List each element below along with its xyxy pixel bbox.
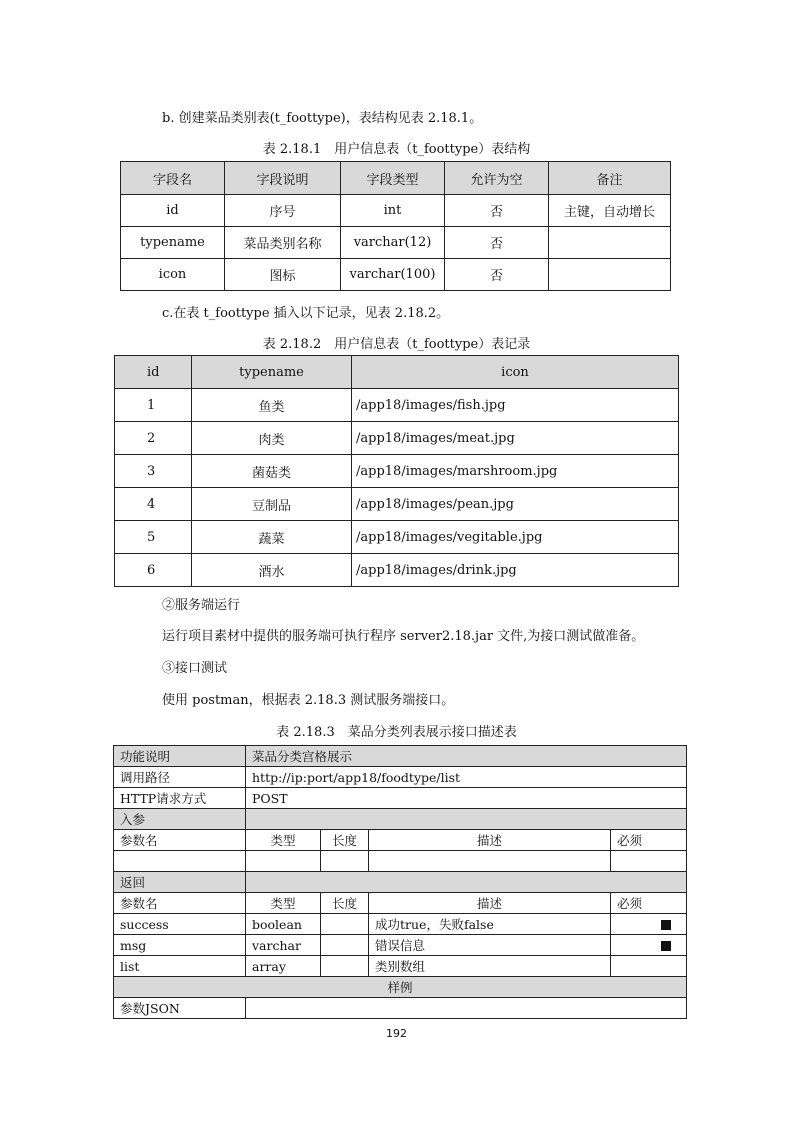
cell: 3: [115, 455, 192, 488]
page-number: 192: [386, 1027, 407, 1040]
cell: 否: [445, 259, 549, 291]
return-name: msg: [114, 935, 246, 956]
return-length: [321, 935, 369, 956]
cell: 否: [445, 195, 549, 227]
table-row: [121, 259, 671, 291]
cell: icon: [121, 259, 225, 291]
step2-text: 运行项目素材中提供的服务端可执行程序 server2.18.jar 文件,为接口测试做准备。: [162, 629, 645, 644]
table-row: [115, 455, 679, 488]
return-section-blank: [246, 872, 687, 893]
cell: /app18/images/marshroom.jpg: [352, 455, 679, 488]
cell: 鱼类: [192, 389, 352, 422]
method-row: [114, 788, 687, 809]
header-field-name: 字段名: [121, 162, 225, 195]
table2-caption: 表 2.18.2 用户信息表（t_foottype）表记录: [262, 337, 531, 352]
path-row: [114, 767, 687, 788]
table-row: [115, 488, 679, 521]
cell: 蔬菜: [192, 521, 352, 554]
cell: /app18/images/meat.jpg: [352, 422, 679, 455]
required-cell: [611, 935, 687, 956]
cell: [321, 851, 369, 872]
param-json-row: [114, 998, 687, 1019]
param-required-header: 必须: [611, 830, 687, 851]
method-value: POST: [246, 788, 687, 809]
cell: 6: [115, 554, 192, 587]
cell: [549, 227, 671, 259]
cell: 菌菇类: [192, 455, 352, 488]
cell: 豆制品: [192, 488, 352, 521]
return-desc: 类别数组: [369, 956, 611, 977]
cell: [246, 851, 321, 872]
cell: 酒水: [192, 554, 352, 587]
table-row: [121, 195, 671, 227]
return-type: varchar: [246, 935, 321, 956]
input-empty-row: [114, 851, 687, 872]
table-row: [121, 227, 671, 259]
step3-text: 使用 postman，根据表 2.18.3 测试服务端接口。: [162, 693, 455, 708]
table1-caption: 表 2.18.1 用户信息表（t_foottype）表结构: [262, 142, 531, 157]
param-name-header: 参数名: [114, 830, 246, 851]
return-section-row: [114, 872, 687, 893]
table-row: [115, 422, 679, 455]
input-label: 入参: [114, 809, 246, 830]
table-row: [114, 914, 687, 935]
input-section-blank: [246, 809, 687, 830]
param-desc-header: 描述: [369, 893, 611, 914]
example-row: [114, 977, 687, 998]
table-records: [114, 355, 679, 587]
param-length-header: 长度: [321, 830, 369, 851]
cell: 序号: [225, 195, 341, 227]
func-value: 菜品分类宫格展示: [246, 746, 687, 767]
example-label: 样例: [114, 977, 687, 998]
required-cell: [611, 914, 687, 935]
cell: [611, 851, 687, 872]
header-field-desc: 字段说明: [225, 162, 341, 195]
path-label: 调用路径: [114, 767, 246, 788]
param-type-header: 类型: [246, 830, 321, 851]
required-mark-icon: [661, 941, 671, 951]
return-header-row: [114, 893, 687, 914]
param-desc-header: 描述: [369, 830, 611, 851]
header-id: id: [115, 356, 192, 389]
cell: 图标: [225, 259, 341, 291]
cell: 肉类: [192, 422, 352, 455]
intro-c: c.在表 t_foottype 插入以下记录，见表 2.18.2。: [162, 306, 450, 321]
cell: 1: [115, 389, 192, 422]
param-type-header: 类型: [246, 893, 321, 914]
cell: 5: [115, 521, 192, 554]
table-row: [115, 389, 679, 422]
function-row: [114, 746, 687, 767]
cell: id: [121, 195, 225, 227]
input-section-row: [114, 809, 687, 830]
table-row: [115, 554, 679, 587]
return-length: [321, 956, 369, 977]
cell: [549, 259, 671, 291]
cell: [114, 851, 246, 872]
table-row: [114, 956, 687, 977]
cell: /app18/images/fish.jpg: [352, 389, 679, 422]
api-description-table: [113, 745, 687, 1019]
cell: 主键，自动增长: [549, 195, 671, 227]
return-desc: 错误信息: [369, 935, 611, 956]
param-length-header: 长度: [321, 893, 369, 914]
table3-caption: 表 2.18.3 菜品分类列表展示接口描述表: [276, 725, 517, 740]
required-cell: [611, 956, 687, 977]
param-name-header: 参数名: [114, 893, 246, 914]
header-icon: icon: [352, 356, 679, 389]
cell: 菜品类别名称: [225, 227, 341, 259]
input-header-row: [114, 830, 687, 851]
cell: 2: [115, 422, 192, 455]
func-label: 功能说明: [114, 746, 246, 767]
cell: varchar(100): [341, 259, 445, 291]
param-json-label: 参数JSON: [114, 998, 246, 1019]
return-label: 返回: [114, 872, 246, 893]
header-field-type: 字段类型: [341, 162, 445, 195]
cell: varchar(12): [341, 227, 445, 259]
cell: /app18/images/drink.jpg: [352, 554, 679, 587]
step2-title: ②服务端运行: [162, 598, 241, 613]
step3-title: ③接口测试: [162, 661, 228, 676]
table-structure: [120, 161, 671, 291]
return-desc: 成功true，失败false: [369, 914, 611, 935]
path-value: http://ip:port/app18/foodtype/list: [246, 767, 687, 788]
cell: [369, 851, 611, 872]
param-json-value: [246, 998, 687, 1019]
table-header-row: [121, 162, 671, 195]
header-remark: 备注: [549, 162, 671, 195]
return-type: boolean: [246, 914, 321, 935]
table-row: [115, 521, 679, 554]
return-name: success: [114, 914, 246, 935]
cell: 4: [115, 488, 192, 521]
header-nullable: 允许为空: [445, 162, 549, 195]
cell: /app18/images/vegitable.jpg: [352, 521, 679, 554]
intro-b: b. 创建菜品类别表(t_foottype)，表结构见表 2.18.1。: [162, 111, 483, 126]
cell: int: [341, 195, 445, 227]
return-length: [321, 914, 369, 935]
table-header-row: [115, 356, 679, 389]
param-required-header: 必须: [611, 893, 687, 914]
method-label: HTTP请求方式: [114, 788, 246, 809]
cell: /app18/images/pean.jpg: [352, 488, 679, 521]
cell: 否: [445, 227, 549, 259]
return-name: list: [114, 956, 246, 977]
table-row: [114, 935, 687, 956]
return-type: array: [246, 956, 321, 977]
required-mark-icon: [661, 920, 671, 930]
header-typename: typename: [192, 356, 352, 389]
cell: typename: [121, 227, 225, 259]
